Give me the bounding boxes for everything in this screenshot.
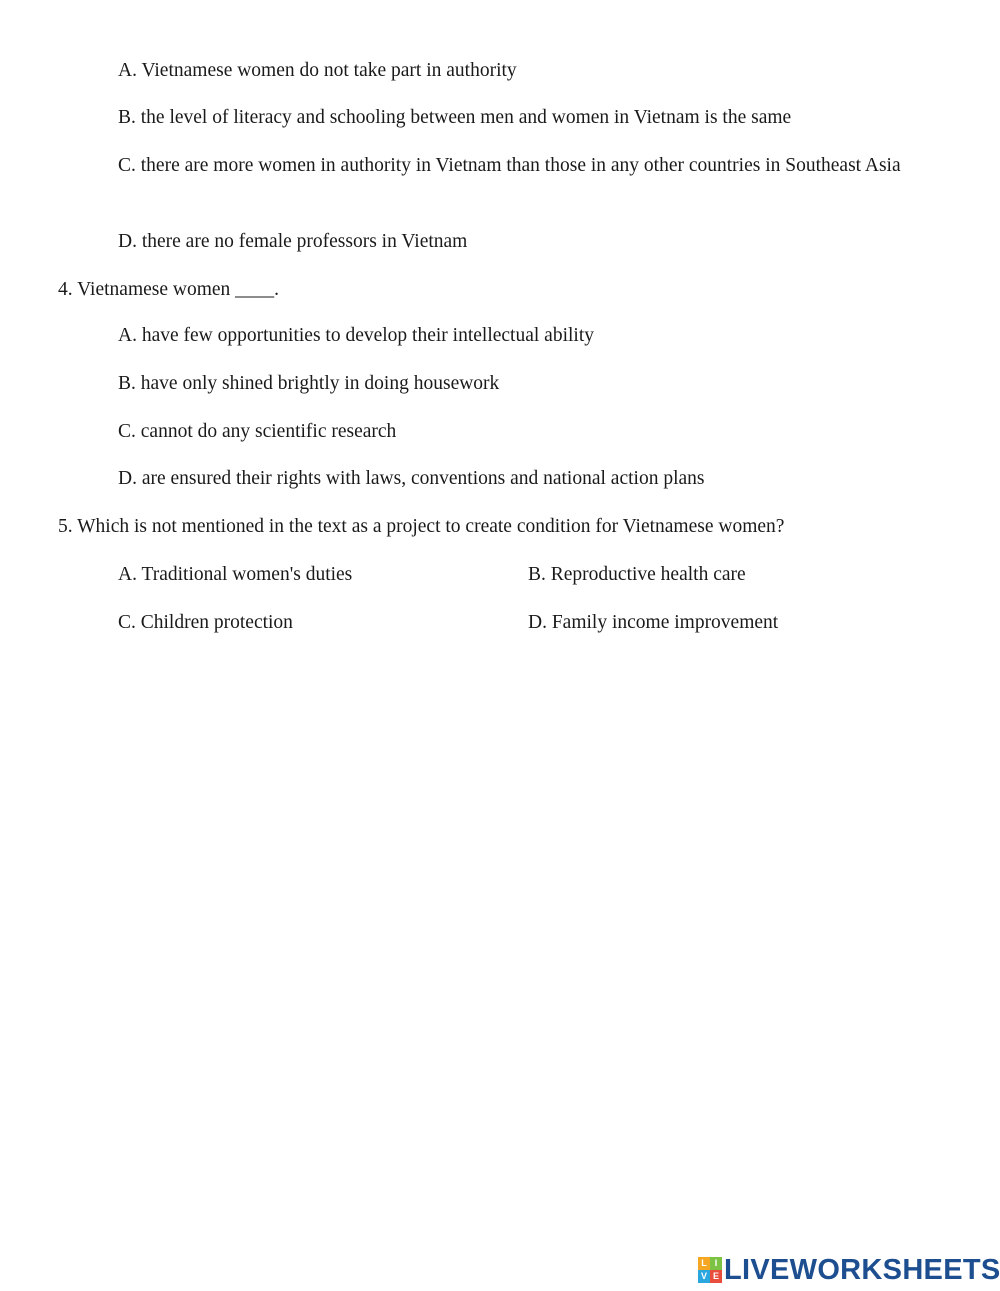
q5-stem: 5. Which is not mentioned in the text as a project to create condition for Vietnamese women? [58,516,785,537]
logo-block-i: I [710,1257,722,1270]
q4-option-d: D. are ensured their rights with laws, conventions and national action plans [118,468,705,489]
q4-option-a: A. have few opportunities to develop their intellectual ability [118,325,594,346]
logo-text: LIVEWORKSHEETS [724,1254,1000,1286]
liveworksheets-logo [698,1255,1000,1285]
q5-option-d: D. Family income improvement [528,612,779,633]
logo-block-v: V [698,1270,710,1283]
logo-block-e: E [710,1270,722,1283]
logo-blocks-icon [698,1257,722,1283]
q3-option-a: A. Vietnamese women do not take part in authority [118,60,517,81]
q3-option-b: B. the level of literacy and schooling between men and women in Vietnam is the same [118,107,792,128]
q3-option-d: D. there are no female professors in Vietnam [118,231,468,252]
q5-option-c: C. Children protection [118,612,293,633]
q4-stem: 4. Vietnamese women ____. [58,279,280,300]
q4-option-c: C. cannot do any scientific research [118,421,397,442]
q3-option-c: C. there are more women in authority in Vietnam than those in any other countries in Southeast Asia [118,155,901,176]
q5-option-a: A. Traditional women's duties [118,564,353,585]
q5-option-b: B. Reproductive health care [528,564,746,585]
logo-block-l: L [698,1257,710,1270]
q4-option-b: B. have only shined brightly in doing housework [118,373,500,394]
